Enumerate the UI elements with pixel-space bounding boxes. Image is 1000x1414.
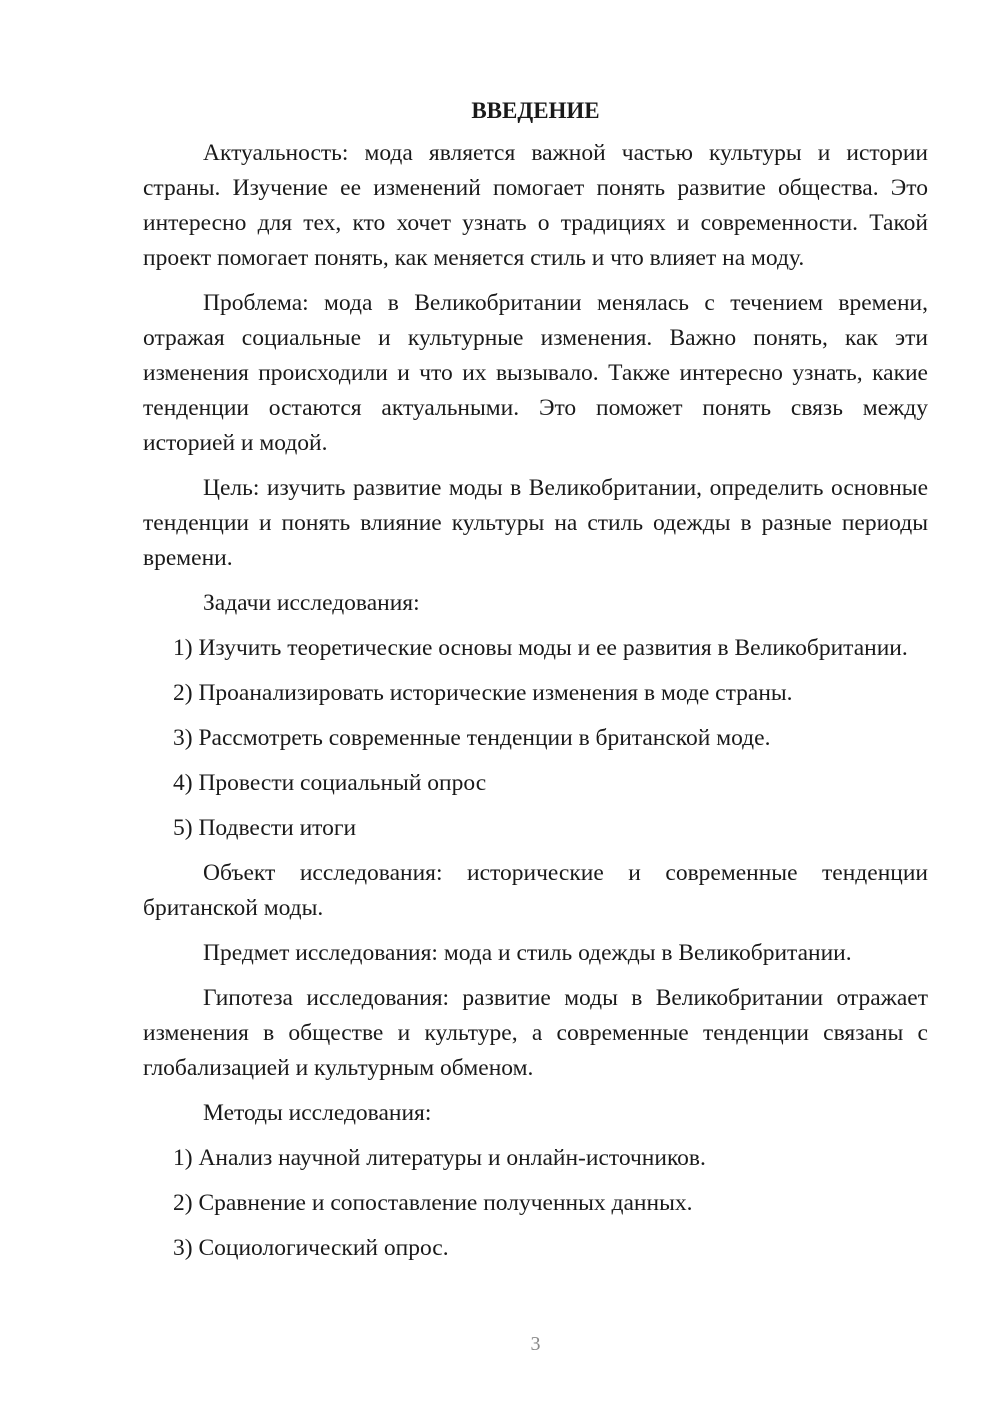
task-item-1: 1) Изучить теоретические основы моды и ее развития в Великобритании.	[173, 635, 908, 661]
hypothesis-paragraph: Гипотеза исследования: развитие моды в Великобритании отражает изменения в обществе и культуре, а современные тенденции связаны с глобализацией и культурным обменом.	[143, 985, 928, 1081]
problem-paragraph: Проблема: мода в Великобритании менялась с течением времени, отражая социальные и культурные изменения. Важно понять, как эти изменения происходили и что их вызывало. Также интересно узнать, какие тенденции остаются актуальными. Это поможет понять связь между историей и модой.	[143, 290, 928, 456]
task-item-3: 3) Рассмотреть современные тенденции в британской моде.	[173, 725, 771, 751]
task-item-2: 2) Проанализировать исторические изменения в моде страны.	[173, 680, 793, 706]
goal-paragraph: Цель: изучить развитие моды в Великобритании, определить основные тенденции и понять влияние культуры на стиль одежды в разные периоды времени.	[143, 475, 928, 571]
tasks-heading: Задачи исследования:	[203, 590, 420, 616]
subject-paragraph: Предмет исследования: мода и стиль одежды в Великобритании.	[203, 940, 852, 966]
object-paragraph: Объект исследования: исторические и современные тенденции британской моды.	[143, 860, 928, 921]
method-item-1: 1) Анализ научной литературы и онлайн-источников.	[173, 1145, 706, 1171]
methods-heading: Методы исследования:	[203, 1100, 432, 1126]
method-item-2: 2) Сравнение и сопоставление полученных данных.	[173, 1190, 693, 1216]
method-item-3: 3) Социологический опрос.	[173, 1235, 449, 1261]
section-title: ВВЕДЕНИЕ	[471, 98, 600, 123]
page-number: 3	[530, 1333, 541, 1355]
task-item-5: 5) Подвести итоги	[173, 815, 357, 841]
page-content	[143, 96, 928, 1276]
task-item-4: 4) Провести социальный опрос	[173, 770, 487, 796]
relevance-paragraph: Актуальность: мода является важной частью культуры и истории страны. Изучение ее изменений помогает понять развитие общества. Это интересно для тех, кто хочет узнать о традициях и современности. Такой проект помогает понять, как меняется стиль и что влияет на моду.	[143, 140, 928, 271]
